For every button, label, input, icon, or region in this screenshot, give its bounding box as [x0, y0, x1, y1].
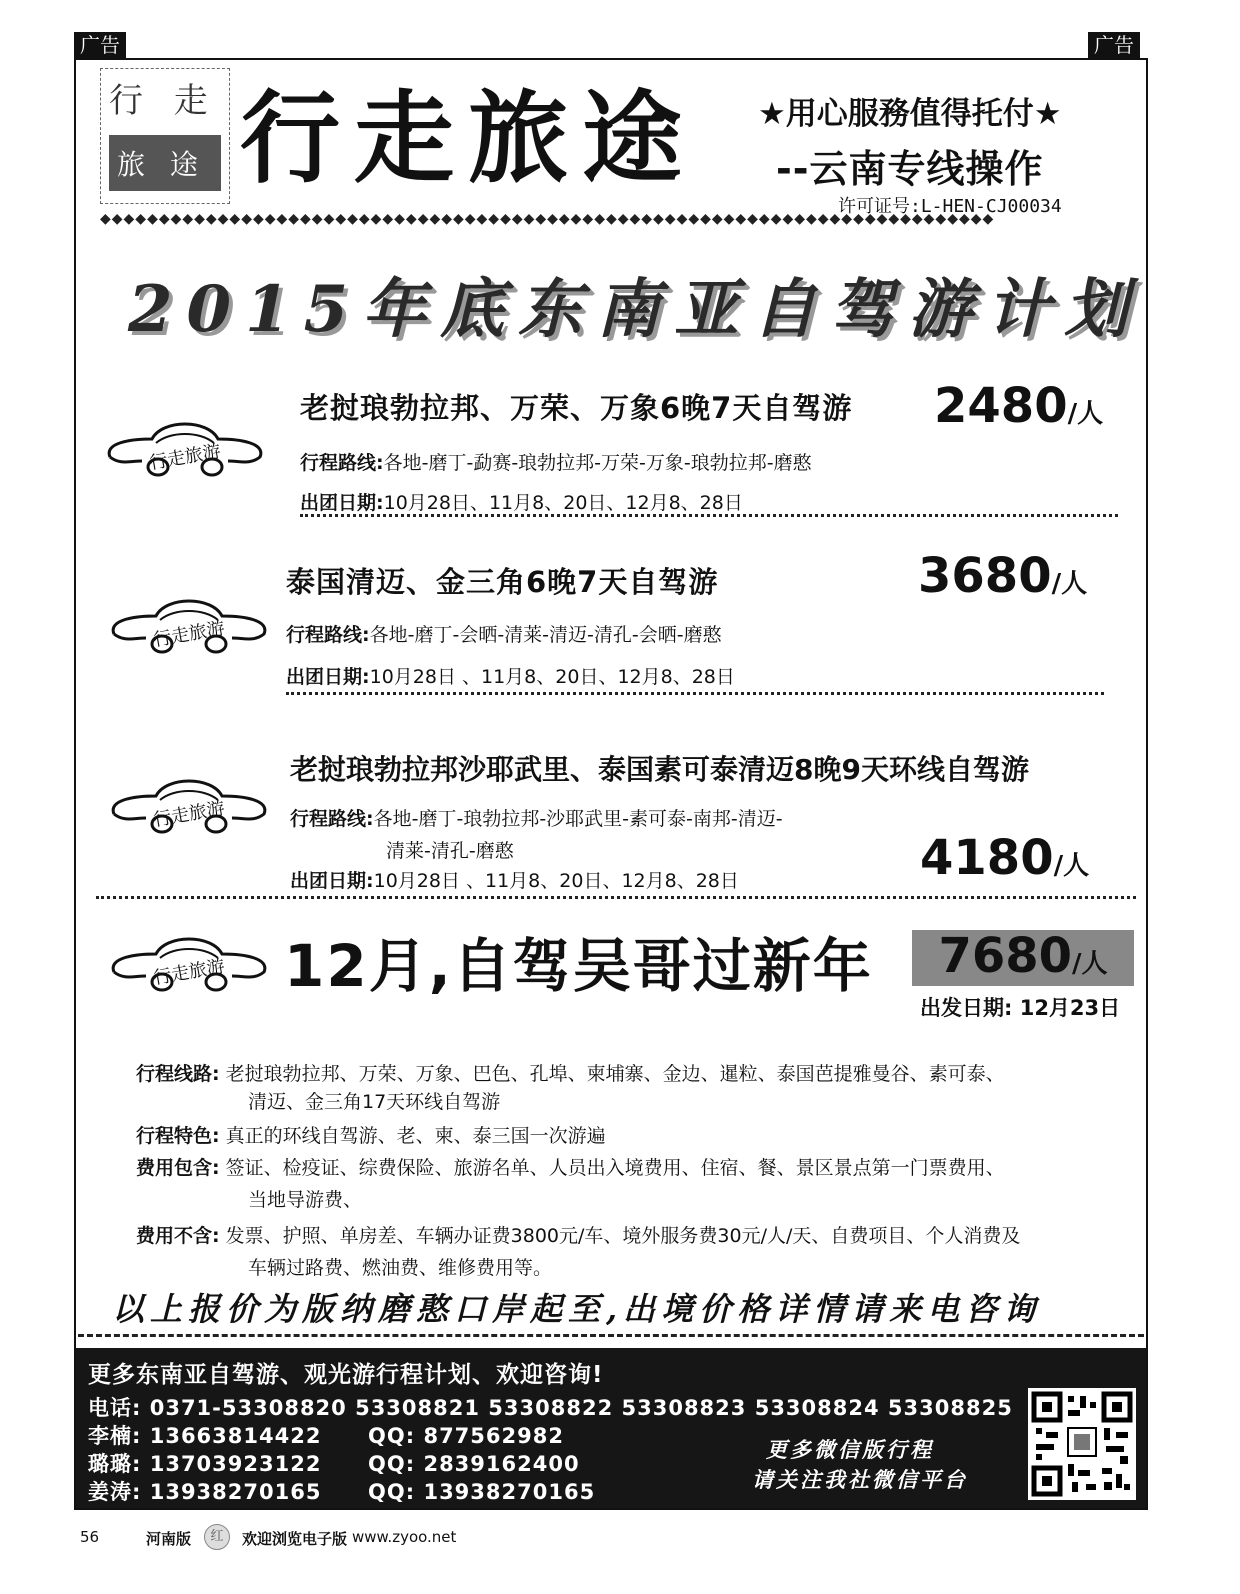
- route-3-itinerary: [290, 804, 783, 831]
- route-1-title: 老挝琅勃拉邦、万荣、万象6晚7天自驾游: [300, 391, 853, 425]
- publisher-logo: 红: [204, 1524, 230, 1550]
- newyear-price-unit: /人: [1072, 949, 1108, 979]
- contact-mobile: 13663814422: [149, 1424, 322, 1448]
- license-number: 许可证号:L-HEN-CJ00034: [838, 196, 1062, 217]
- route-2-route: 各地-磨丁-会晒-清莱-清迈-清孔-会晒-磨憨: [369, 624, 722, 646]
- dotted-divider: [300, 514, 1118, 517]
- contact-mobile: 13938270165: [149, 1480, 322, 1504]
- detail-text: 真正的环线自驾游、老、柬、泰三国一次游遍: [225, 1125, 606, 1147]
- route-1-date-label: 出团日期:: [300, 492, 384, 514]
- detail-label: 行程特色:: [136, 1125, 220, 1147]
- phone-numbers: 0371-53308820 53308821 53308822 53308823 53308824 53308825: [149, 1396, 1013, 1420]
- car-badge-icon: [100, 405, 270, 485]
- route-3-route: 各地-磨丁-琅勃拉邦-沙耶武里-素可泰-南邦-清迈-: [373, 808, 783, 830]
- car-badge-text: 行走旅游: [151, 955, 227, 990]
- contact-qq: 877562982: [423, 1424, 564, 1448]
- ad-tag-right: 广告: [1088, 32, 1140, 58]
- route-1-price-unit: /人: [1067, 399, 1104, 429]
- dotted-divider: [96, 896, 1136, 899]
- dotted-divider: [286, 692, 1104, 695]
- route-2-title: 泰国清迈、金三角6晚7天自驾游: [286, 565, 719, 599]
- route-3-date-label: 出团日期:: [290, 870, 374, 892]
- newyear-depart-date: 出发日期: 12月23日: [920, 996, 1121, 1020]
- route-3-route-label: 行程路线:: [290, 808, 374, 830]
- route-3-price-unit: /人: [1053, 851, 1090, 881]
- route-1-price: [934, 380, 1103, 440]
- contact-headline: 更多东南亚自驾游、观光游行程计划、欢迎咨询!: [88, 1362, 604, 1388]
- detail-features: [136, 1120, 606, 1152]
- dashed-divider: [78, 1334, 1144, 1337]
- contact-qq-label: QQ:: [368, 1480, 416, 1504]
- contact-name: 李楠:: [88, 1424, 142, 1448]
- detail-included: [136, 1152, 1005, 1184]
- website-link[interactable]: www.zyoo.net: [352, 1528, 457, 1546]
- phone-row: [88, 1392, 1013, 1422]
- route-2-dates: [286, 662, 735, 689]
- ad-tag-left: 广告: [74, 32, 126, 58]
- contact-row: [88, 1448, 580, 1478]
- phone-label: 电话:: [88, 1396, 142, 1420]
- wechat-note-line1: 更多微信版行程: [766, 1437, 934, 1462]
- contact-name: 璐璐:: [88, 1452, 142, 1476]
- detail-text: 发票、护照、单房差、车辆办证费3800元/车、境外服务费30元/人/天、自费项目、个人消费及: [225, 1225, 1021, 1247]
- newyear-price: [912, 930, 1134, 986]
- route-3-title: 老挝琅勃拉邦沙耶武里、泰国素可泰清迈8晚9天环线自驾游: [290, 753, 1029, 786]
- newyear-price-value: 7680: [938, 928, 1073, 984]
- route-1-route: 各地-磨丁-勐赛-琅勃拉邦-万荣-万象-琅勃拉邦-磨憨: [383, 452, 812, 474]
- detail-text: 签证、检疫证、综费保险、旅游名单、人员出入境费用、住宿、餐、景区景点第一门票费用、: [225, 1157, 1005, 1179]
- newyear-title: 12月,自驾吴哥过新年: [284, 932, 873, 1000]
- route-1-date-values: 10月28日、11月8、20日、12月8、28日: [383, 492, 743, 514]
- route-3-route-cont: 清莱-清孔-磨憨: [386, 840, 514, 862]
- detail-included-cont: 当地导游费、: [248, 1189, 363, 1211]
- car-badge-text: 行走旅游: [151, 617, 227, 652]
- route-2-price-value: 3680: [918, 548, 1052, 604]
- route-2-route-label: 行程路线:: [286, 624, 370, 646]
- route-2-price-unit: /人: [1051, 569, 1088, 599]
- qr-code-graphic: [1028, 1388, 1136, 1500]
- car-badge-icon: [104, 920, 274, 1000]
- route-1-itinerary: [300, 448, 812, 475]
- headline: 2015年底东南亚自驾游计划: [128, 272, 1143, 347]
- car-badge-text: 行走旅游: [151, 797, 227, 832]
- route-2-price: [918, 550, 1087, 610]
- contact-name: 姜涛:: [88, 1480, 142, 1504]
- price-note: 以上报价为版纳磨憨口岸起至,出境价格详情请来电咨询: [112, 1290, 1042, 1328]
- contact-row: [88, 1420, 564, 1450]
- detail-excluded: [136, 1220, 1020, 1252]
- detail-label: 行程线路:: [136, 1063, 220, 1085]
- brand-logo: [100, 68, 230, 204]
- route-3-date-values: 10月28日 、11月8、20日、12月8、28日: [373, 870, 739, 892]
- page-number: 56: [80, 1528, 100, 1546]
- car-badge-text: 行走旅游: [147, 440, 223, 475]
- edition-label: 河南版: [146, 1530, 192, 1548]
- detail-label: 费用包含:: [136, 1157, 220, 1179]
- brand-subtitle: --云南专线操作: [776, 147, 1044, 191]
- contact-mobile: 13703923122: [149, 1452, 322, 1476]
- welcome-text: 欢迎浏览电子版: [242, 1530, 348, 1548]
- route-3-price: [920, 832, 1089, 892]
- route-2-date-values: 10月28日 、11月8、20日、12月8、28日: [369, 666, 735, 688]
- route-1-route-label: 行程路线:: [300, 452, 384, 474]
- logo-text-bottom: 旅 途: [117, 148, 206, 181]
- route-1-price-value: 2480: [934, 378, 1068, 434]
- diamond-divider: ◆◆◆◆◆◆◆◆◆◆◆◆◆◆◆◆◆◆◆◆◆◆◆◆◆◆◆◆◆◆◆◆◆◆◆◆◆◆◆◆◆◆◆◆◆◆◆◆◆◆◆◆◆◆◆◆◆◆◆◆◆◆◆◆◆◆◆◆◆◆◆◆◆◆◆◆: [100, 212, 995, 226]
- contact-qq: 2839162400: [423, 1452, 580, 1476]
- route-1-dates: [300, 488, 743, 515]
- route-3-dates: [290, 866, 739, 893]
- brand-title: 行走旅途: [240, 79, 696, 197]
- route-2-itinerary: [286, 620, 722, 647]
- route-3-price-value: 4180: [920, 830, 1054, 886]
- wechat-note-line2: 请关注我社微信平台: [752, 1467, 968, 1492]
- detail-itinerary-cont: 清迈、金三角17天环线自驾游: [248, 1091, 501, 1113]
- route-2-date-label: 出团日期:: [286, 666, 370, 688]
- detail-label: 费用不含:: [136, 1225, 220, 1247]
- brand-slogan: ★用心服務值得托付★: [758, 96, 1062, 132]
- detail-excluded-cont: 车辆过路费、燃油费、维修费用等。: [248, 1257, 553, 1279]
- contact-panel: [76, 1348, 1146, 1508]
- qr-code-icon: [1028, 1388, 1136, 1500]
- logo-stamp: [109, 135, 221, 191]
- contact-qq: 13938270165: [423, 1480, 596, 1504]
- contact-row: [88, 1476, 595, 1506]
- contact-qq-label: QQ:: [368, 1452, 416, 1476]
- logo-text-top: 行 走: [109, 81, 218, 121]
- car-badge-icon: [104, 762, 274, 842]
- detail-text: 老挝琅勃拉邦、万荣、万象、巴色、孔埠、柬埔寨、金边、暹粒、泰国芭提雅曼谷、素可泰、: [225, 1063, 1005, 1085]
- contact-qq-label: QQ:: [368, 1424, 416, 1448]
- car-badge-icon: [104, 582, 274, 662]
